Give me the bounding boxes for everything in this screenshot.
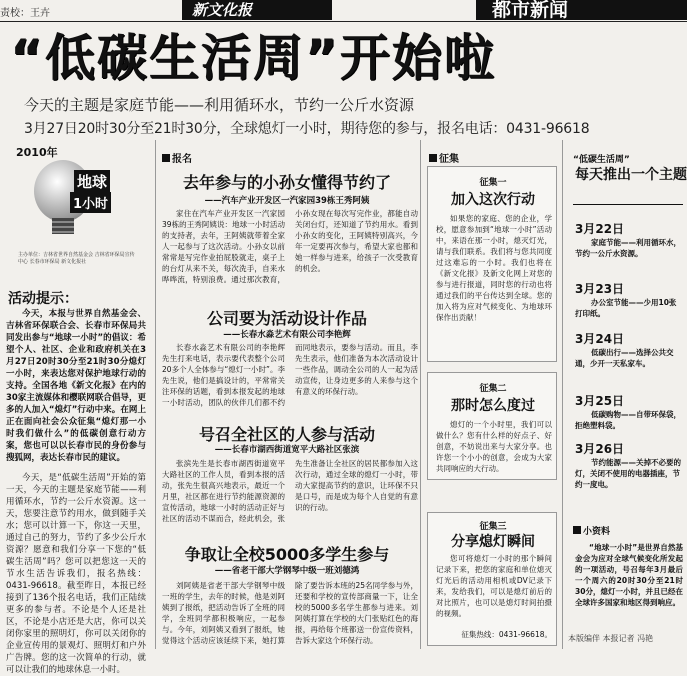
earth-hour-badge xyxy=(30,154,122,242)
collect-box-3 xyxy=(427,512,557,646)
theme-week-title: 每天推出一个主题 xyxy=(575,167,687,183)
collect-kicker-label: 征集 xyxy=(439,154,459,165)
section-title: 都市新闻 xyxy=(476,0,687,20)
day-date: 3月23日 xyxy=(575,282,625,296)
collect-title-1: 加入这次行动 xyxy=(451,192,535,208)
masthead-logo: 新文化报 xyxy=(182,0,332,20)
factbox-kicker-label: 小资料 xyxy=(583,527,611,537)
day-theme: 家庭节能——利用循环水，节约一公斤水资源。 xyxy=(575,238,681,258)
badge-year: 2010年 xyxy=(16,146,58,159)
subheadline-theme: 今天的主题是家庭节能——利用循环水，节约一公斤水资源 xyxy=(24,96,415,114)
collect-title-2: 那时怎么度过 xyxy=(451,398,535,414)
article-body-3: 张滨先生是长春市湖西街道宽平大路社区的工作人员，看到本报的活动，张先生很高兴地表示，最近一个月里，社区都在进行节约能源资源的宣传活动，地球一小时的活动正好与社区的活动不谋而合，经此机会，张先生准备让全社区的居民都参加入这次行动，通过全球的熄灯一小时，带动大家提高节约的意识，让环保不只是口号，而是成为每个人自觉的有意识的行动。 xyxy=(162,459,418,523)
day-theme: 节约能源——关掉不必要的灯，关闭不使用的电器插座，节约一度电。 xyxy=(575,458,681,489)
editor-credit: 责校：王卉 xyxy=(0,8,50,19)
signup-kicker-label: 报名 xyxy=(172,154,192,165)
article-body-2: 长春水淼艺术有限公司的李艳辉先生打来电话，表示要代表整个公司20多个人全体参与“熄灯一小时”。李先生说，他们是搞设计的，平常常关注环保的话题，看到本报发起的地球一小时活动，团队的伙伴几们都不约而同地表示，要参与活动。而且，李先生表示，他们准备为本次活动设计一些作品，调动全公司的人一起为活动宣传，让身边更多的人来参与这个有意义的环保行动。 xyxy=(162,343,418,407)
divider xyxy=(573,204,683,205)
day-date: 3月26日 xyxy=(575,442,625,456)
article-title-2: 公司要为活动设计作品 xyxy=(206,309,367,328)
collect-kicker xyxy=(429,150,459,165)
day-theme: 低碳出行——选择公共交通，少开一天私家车。 xyxy=(575,348,674,368)
collect-box-2 xyxy=(427,372,557,480)
article-title-3: 号召全社区的人参与活动 xyxy=(198,425,375,444)
factbox-kicker xyxy=(573,524,610,537)
far-right-column xyxy=(562,140,687,649)
article-byline-1: ——汽车产业开发区一汽家园39栋王秀阿姨 xyxy=(204,196,370,206)
subheadline-event: 3月27日20时30分至21时30分，全球熄灯一小时，期待您的参与，报名电话：0431-96618 xyxy=(24,121,590,137)
collect-body-1: 如果您的家庭、您的企业，学校，愿意参加到“地球一小时”活动中，来语在那一小时，熄灭灯光，请与我们联系。我们将与您共同度过这难忘的一小时。我们也将在《新文化报》及新文化网上对您的参与进行报道，同时您的行动也将通过我们的平台传达到全球。您的加入将为应对气候变化、为地球环保作出贡献！ xyxy=(436,214,552,322)
article-byline-2: ——长春水淼艺术有限公司李艳辉 xyxy=(223,330,351,340)
notice-title: 活动提示： xyxy=(8,291,78,307)
badge-caption: 主办单位：吉林省世界自然基金会 吉林省环保局宣传中心 长春市环保局 新文化报社 xyxy=(18,252,135,265)
theme-week-kicker: “低碳生活周” xyxy=(573,155,630,165)
intro-article-body: 今天，是“低碳生活周”开始的第一天，今天的主题是家庭节能——利用循环水，节约一公斤水资源。这一天，您要注意节约用水，做到随手关水；您可以计算一下，你这一天里，通过自己的努力，节约了多少公斤水资源？愿意和我们分享一下您的“低碳生活周”吗？您可以把您这一天的节水生活告诉我们，报名热线：0431-96618。截至昨日，本报已经接到了136个报名电话，我们正陆续更多的参与者。不论是个人还是社区，不论是小店还是大店，你可以关闭你家里的照明灯，你可以关闭你的企业宣传用的景观灯、照明灯和户外广告牌。您的这一次简单的行动，就可以让我们的地球休息一小时。 xyxy=(6,473,146,675)
collect-hotline: 征集热线：0431-96618。 xyxy=(461,630,552,639)
notice-body: 今天，本报与世界自然基金会、吉林省环保联合会、长春市环保局共同发出参与“地球一小时”的倡议：希望个人、社区、企业和政府机关在3月27日20时30分至21时30分熄灯一小时，来表达您对保护地球行动的支持。全国各地《新文化报》在内的30家主流媒体和樱联网联合倡导，更多的人加入“熄灯”行动中来。在网上正在面向社会公众征集“熄灯那一小时我们做什么”的低碳创意行动方案，您也可以以长春市民的身份参与搜狐网，表达长春市民的建议。 xyxy=(6,309,146,463)
badge-line1: 地球 xyxy=(74,170,110,193)
page-headline: “低碳生活周”开始啦 xyxy=(10,29,496,87)
collect-box-1 xyxy=(427,166,557,362)
lightbulb-base-icon xyxy=(52,218,74,234)
article-title-1: 去年参与的小孙女懂得节约了 xyxy=(182,173,391,192)
collect-body-3: 您可将熄灯一小时的那个瞬间记录下来，把您的家庭和单位熄灭灯光后的活动用相机或DV记录下来，发给我们，可以是熄灯前后的对比照片，也可以是熄灯时间拍摄的视频。 xyxy=(436,554,552,618)
factbox-body: “地球一小时”是世界自然基金会为应对全球气候变化所发起的一项活动，号召每年3月最后一个周六的20时30分至21时30分，熄灯一小时，并且已经在全球许多国家和地区得到响应。 xyxy=(575,543,683,607)
day-date: 3月22日 xyxy=(575,222,625,236)
article-body-4: 刘阿姨是省老干部大学钢琴中级一班的学生，去年的时候，他是刘阿姨到了报纸，把活动告诉了全班的同学，全班同学都积极响应，一起参与。今年，刘阿姨又看到了报纸，她觉得这个活动应该延续下来，她打算除了要告诉本班的25名同学参与外，还要和学校的宣传部商量一下，让全校的5000多名学生都参与进来。刘阿姨打算在学校的大门张贴红色的海报，再给每个班都送一份宣传资料，告诉大家这个环保行动。 xyxy=(162,581,418,645)
left-column xyxy=(0,140,150,675)
collect-title-3: 分享熄灯瞬间 xyxy=(451,534,535,550)
right-column xyxy=(420,140,560,649)
day-theme: 办公室节能——少用10张打印纸。 xyxy=(575,298,677,318)
article-title-4: 争取让全校5000多学生参与 xyxy=(184,545,390,564)
day-theme: 低碳购物——自带环保袋，拒绝塑料袋。 xyxy=(575,410,681,430)
article-byline-3: ——长春市湖西街道宽平大路社区张滨 xyxy=(214,445,360,455)
day-date: 3月25日 xyxy=(575,394,625,408)
collect-label-2: 征集二 xyxy=(479,384,507,394)
collect-label-1: 征集一 xyxy=(479,178,507,188)
square-bullet-icon xyxy=(429,154,437,162)
signup-kicker xyxy=(162,150,192,165)
square-bullet-icon xyxy=(573,526,581,534)
collect-body-2: 熄灯的一个小时里，我们可以做什么？您有什么样的好点子、好创意，不妨说出来与大家分享。也许您一个小小的创意，会成为大家共同响应的大行动。 xyxy=(436,420,552,473)
article-byline-4: ——省老干部大学钢琴中级一班刘德鸿 xyxy=(214,566,360,576)
collect-label-3: 征集三 xyxy=(479,522,507,532)
badge-line2: 1小时 xyxy=(70,192,111,213)
day-date: 3月24日 xyxy=(575,332,625,346)
square-bullet-icon xyxy=(162,154,170,162)
page-credit: 本版编伴 本报记者 冯艳 xyxy=(568,634,654,643)
middle-column xyxy=(155,140,417,649)
top-bar xyxy=(0,0,687,22)
article-body-1: 家住在汽车产业开发区一汽家园39栋的王秀阿姨说：地球一小时活动的支持者，去年，王阿姨就带着全家人一起参与了这次活动。小孙女以前常常是写完作业拍屁股就走，桌子上的台灯从来不关，每次洗手，自来水哗哗流，特别浪费。通过那次教育，小孙女现在每次写完作业，都能自动关闭台灯，还知道了节约用水。看到小孙女的变化，王阿姨特别高兴，今年一定要再次参与，希望大家也都和她一样参与进来，给孩子一次受教育的机会。 xyxy=(162,209,418,284)
